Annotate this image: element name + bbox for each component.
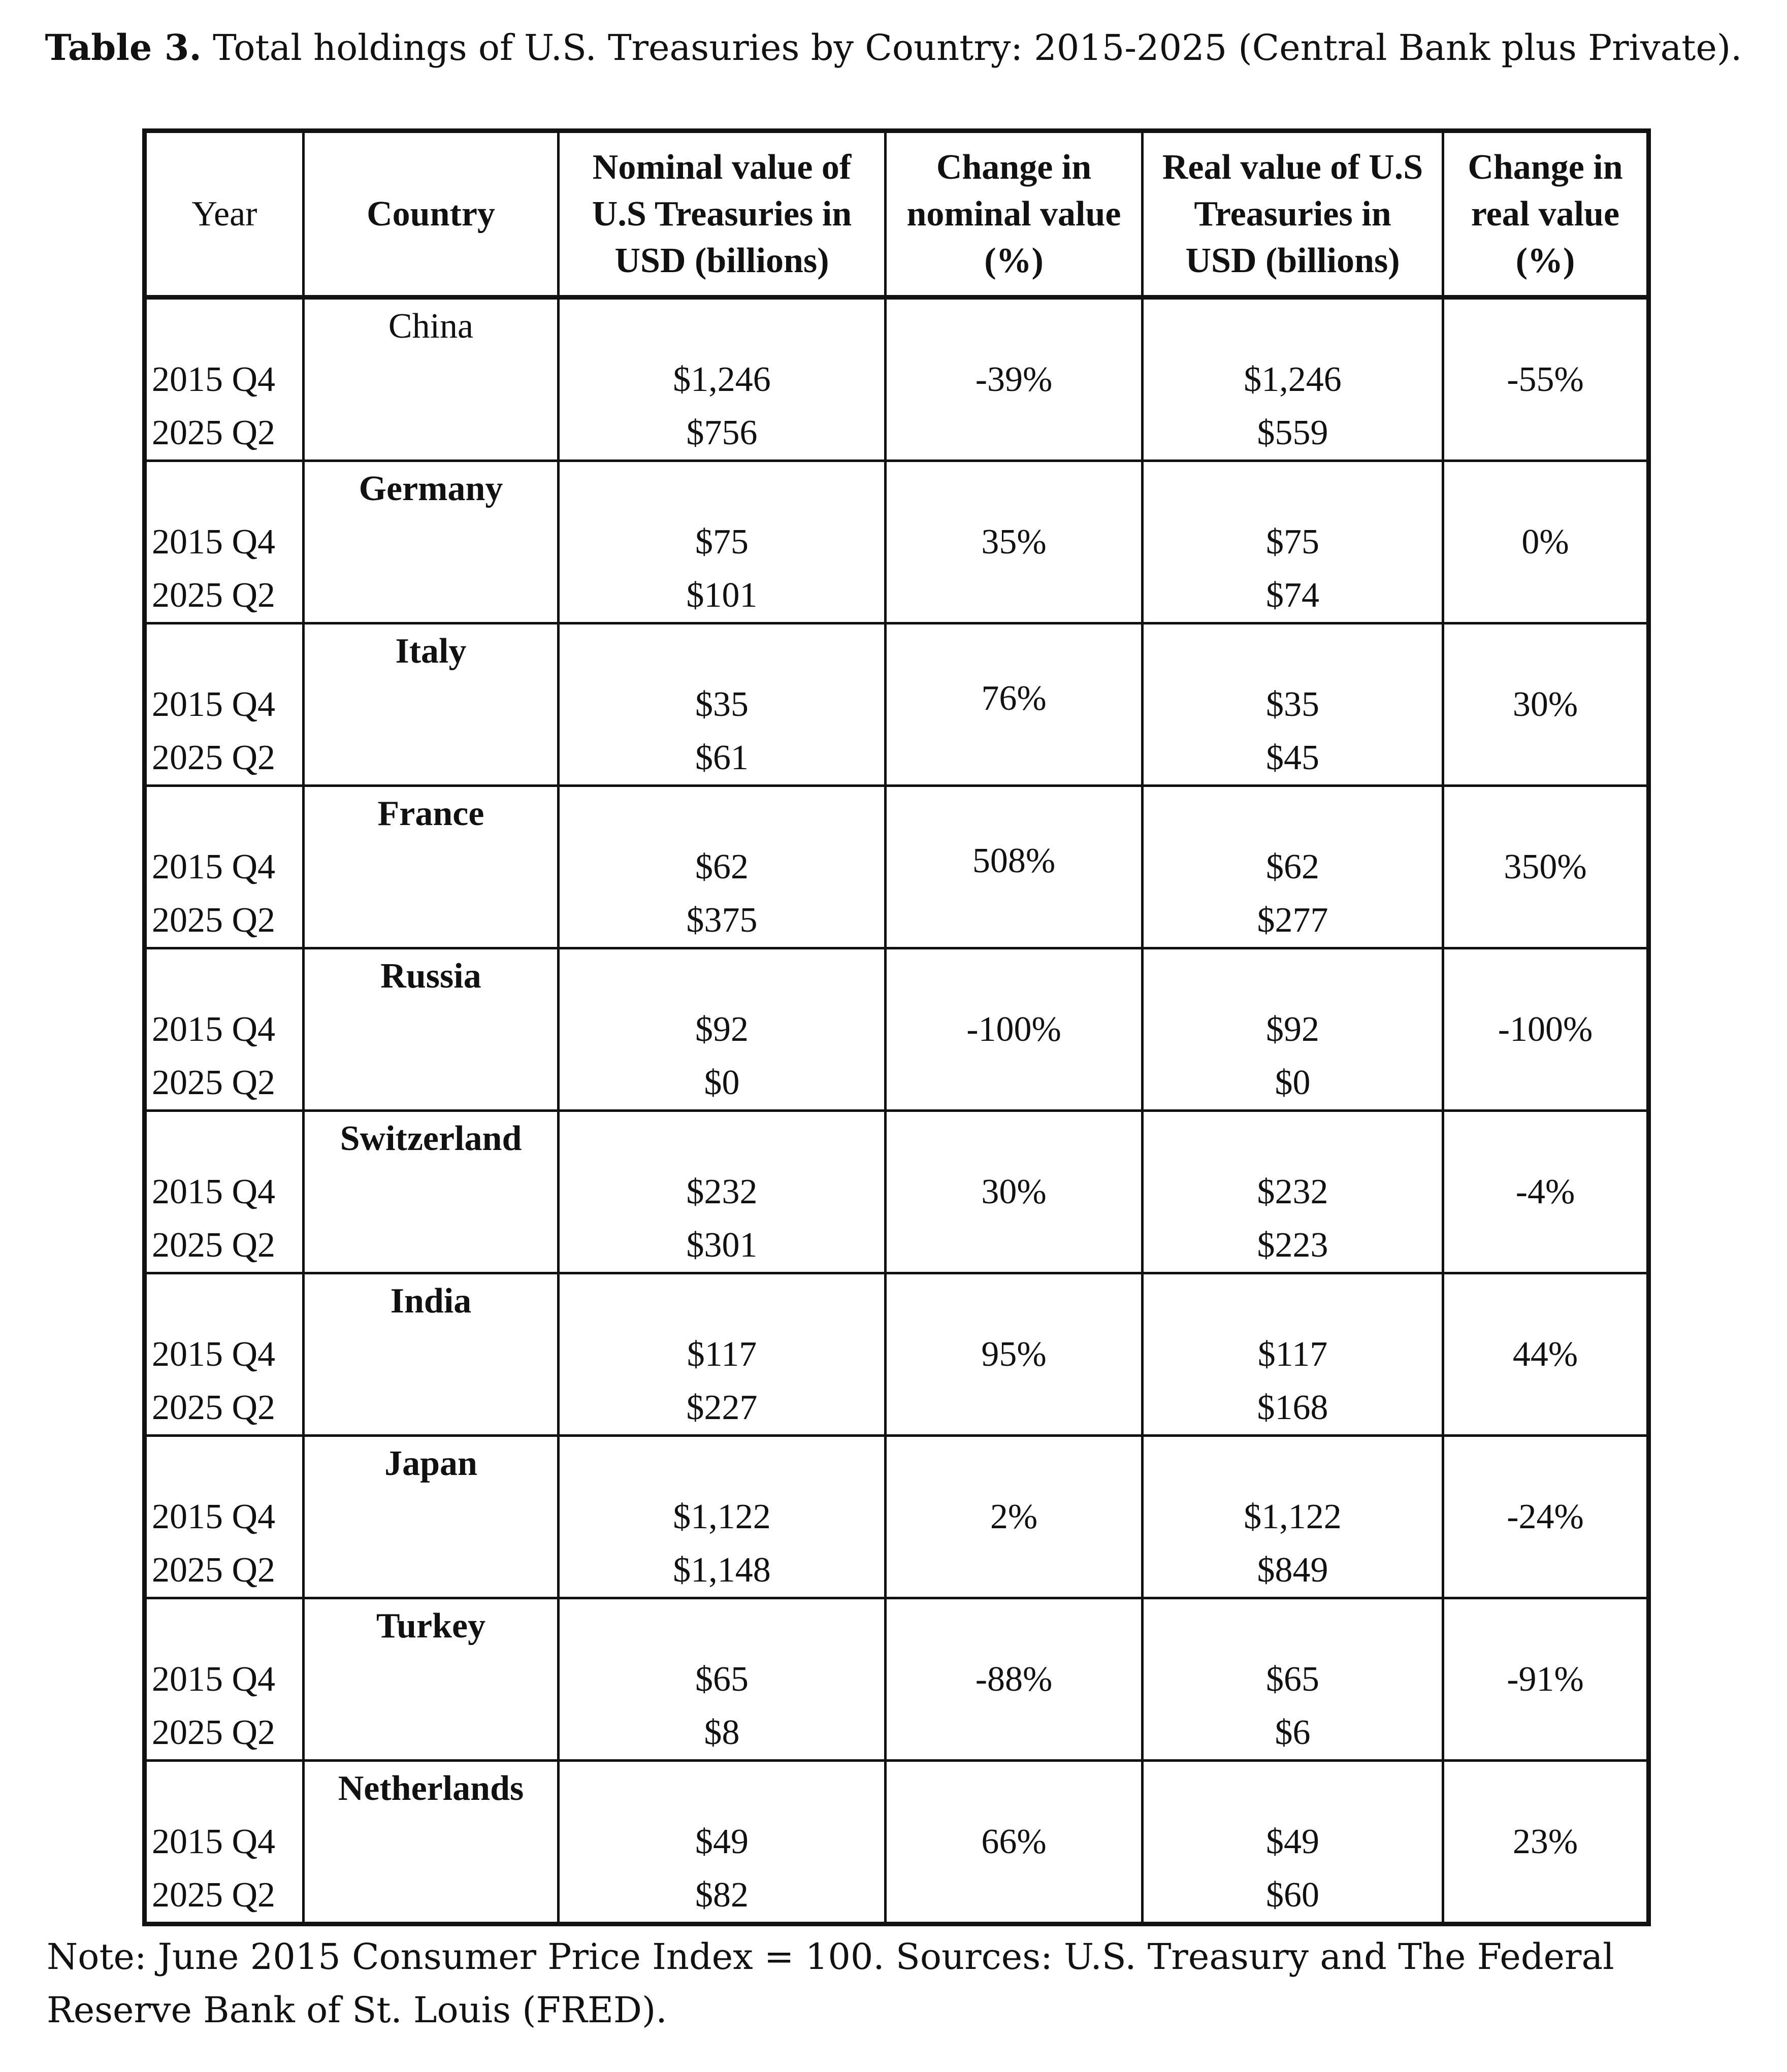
real-change-cell: 0% [1443,461,1649,623]
caption-label: Table 3. [45,26,202,69]
country-cell: Switzerland [304,1111,559,1273]
caption-text: Total holdings of U.S. Treasuries by Country: 2015-2025 (Central Bank plus Private). [213,27,1742,69]
table-caption [0,22,1787,73]
real-value-cell: $117 $168 [1143,1273,1443,1436]
table-row [145,786,1649,948]
nominal-value-cell: $35 $61 [559,623,886,786]
real-value-cell: $65 $6 [1143,1598,1443,1761]
table-note: Note: June 2015 Consumer Price Index = 100. Sources: U.S. Treasury and The Federal Reserve Bank of St. Louis (FRED). [47,1936,1614,2031]
country-cell: China [304,298,559,461]
nominal-value-cell: $65 $8 [559,1598,886,1761]
nominal-value-cell: $49 $82 [559,1761,886,1924]
real-change-cell: 23% [1443,1761,1649,1924]
year-cell: 2015 Q4 2025 Q2 [145,1436,304,1598]
table-row [145,1598,1649,1761]
real-change-cell: 44% [1443,1273,1649,1436]
country-cell: Germany [304,461,559,623]
real-value-cell: $75 $74 [1143,461,1443,623]
year-cell: 2015 Q4 2025 Q2 [145,786,304,948]
nominal-change-cell: -88% [886,1598,1143,1761]
nominal-value-cell: $117 $227 [559,1273,886,1436]
year-cell: 2015 Q4 2025 Q2 [145,461,304,623]
nominal-change-cell: -39% [886,298,1143,461]
country-cell: France [304,786,559,948]
real-change-cell: -91% [1443,1598,1649,1761]
table-row [145,1761,1649,1924]
year-cell: 2015 Q4 2025 Q2 [145,623,304,786]
header-nominal-change: Change in nominal value (%) [886,131,1143,298]
nominal-change-cell: 76% [886,623,1143,786]
holdings-table [142,128,1651,1926]
table-row [145,298,1649,461]
nominal-value-cell: $92 $0 [559,948,886,1111]
table-row [145,1273,1649,1436]
nominal-change-cell: 35% [886,461,1143,623]
header-nominal-value: Nominal value of U.S Treasuries in USD (billions) [559,131,886,298]
table-row [145,948,1649,1111]
country-cell: India [304,1273,559,1436]
nominal-change-cell: 66% [886,1761,1143,1924]
header-row [145,131,1649,298]
table-row [145,1111,1649,1273]
nominal-value-cell: $1,246 $756 [559,298,886,461]
real-change-cell: -4% [1443,1111,1649,1273]
real-change-cell: 30% [1443,623,1649,786]
real-value-cell: $232 $223 [1143,1111,1443,1273]
country-cell: Italy [304,623,559,786]
year-cell: 2015 Q4 2025 Q2 [145,948,304,1111]
year-cell: 2015 Q4 2025 Q2 [145,298,304,461]
real-value-cell: $92 $0 [1143,948,1443,1111]
real-value-cell: $1,246 $559 [1143,298,1443,461]
year-cell: 2015 Q4 2025 Q2 [145,1111,304,1273]
nominal-change-cell: 30% [886,1111,1143,1273]
country-cell: Netherlands [304,1761,559,1924]
nominal-change-cell: 95% [886,1273,1143,1436]
real-value-cell: $1,122 $849 [1143,1436,1443,1598]
nominal-change-cell: -100% [886,948,1143,1111]
table-row [145,623,1649,786]
header-year: Year [145,131,304,298]
table-row [145,1436,1649,1598]
country-cell: Turkey [304,1598,559,1761]
country-cell: Japan [304,1436,559,1598]
real-value-cell: $62 $277 [1143,786,1443,948]
table-row [145,461,1649,623]
real-change-cell: -100% [1443,948,1649,1111]
nominal-change-cell: 2% [886,1436,1143,1598]
real-change-cell: 350% [1443,786,1649,948]
header-country: Country [304,131,559,298]
header-real-change: Change in real value (%) [1443,131,1649,298]
year-cell: 2015 Q4 2025 Q2 [145,1598,304,1761]
nominal-value-cell: $1,122 $1,148 [559,1436,886,1598]
nominal-change-cell: 508% [886,786,1143,948]
nominal-value-cell: $75 $101 [559,461,886,623]
nominal-value-cell: $62 $375 [559,786,886,948]
header-real-value: Real value of U.S Treasuries in USD (billions) [1143,131,1443,298]
country-cell: Russia [304,948,559,1111]
real-change-cell: -24% [1443,1436,1649,1598]
nominal-value-cell: $232 $301 [559,1111,886,1273]
real-change-cell: -55% [1443,298,1649,461]
real-value-cell: $49 $60 [1143,1761,1443,1924]
year-cell: 2015 Q4 2025 Q2 [145,1273,304,1436]
year-cell: 2015 Q4 2025 Q2 [145,1761,304,1924]
real-value-cell: $35 $45 [1143,623,1443,786]
